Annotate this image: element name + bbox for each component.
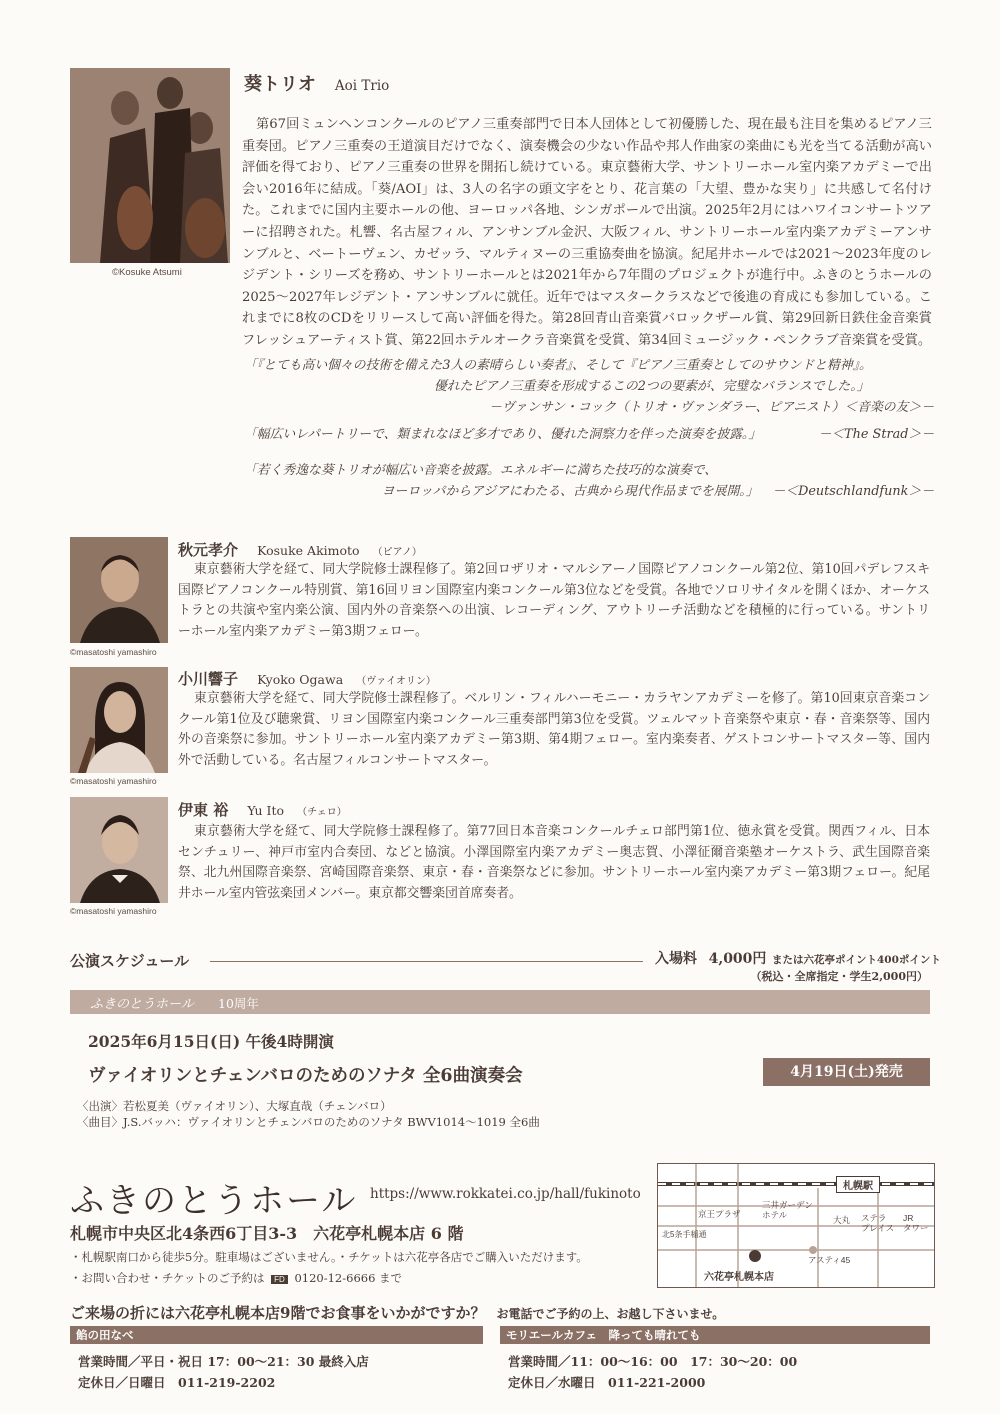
restaurant-2-name: モリエールカフェ 降っても晴れても bbox=[500, 1326, 930, 1344]
member-name-ogawa bbox=[178, 668, 436, 689]
freedial-icon: FD bbox=[271, 1275, 288, 1284]
price-note: （税込・全席指定・学生2,000円） bbox=[750, 970, 928, 983]
hall-address: 札幌市中央区北4条西6丁目3-3 六花亭札幌本店 6 階 bbox=[70, 1224, 464, 1243]
map-daimaru: 大丸 bbox=[833, 1215, 851, 1225]
member-bio-ito: 東京藝術大学を経て、同大学院修士課程修了。第77回日本音楽コンクールチェロ部門第1位、徳永賞を受賞。関西フィル、日本センチュリー、神戸市室内合奏団、などと協演。小澤国際室内楽アカデミー奥志賀、小澤征爾音楽塾オーケストラ、武生国際音楽祭、北九州国際音楽祭、宮崎国際音楽祭、東京・春・音楽祭などに参加。サントリーホール室内楽アカデミー第3期フェロー。紀尾井ホール室内管弦楽団メンバー。東京都交響楽団首席奏者。 bbox=[178, 824, 930, 901]
member-photo-ogawa bbox=[70, 667, 168, 773]
hall-logo: ふきのとうホール bbox=[70, 1181, 358, 1221]
banner-text: 10周年 bbox=[218, 996, 259, 1011]
map-keio: 京王プラザ bbox=[698, 1209, 741, 1219]
price-value: 4,000円 bbox=[708, 951, 767, 967]
member-role: （ピアノ） bbox=[372, 547, 422, 558]
access-map bbox=[657, 1163, 935, 1288]
dining-heading: ご来場の折には六花亭札幌本店9階でお食事をいかがですか？ bbox=[70, 1304, 486, 1322]
trio-photo bbox=[70, 68, 230, 263]
trio-title-en: Aoi Trio bbox=[334, 78, 390, 94]
map-store: 六花亭札幌本店 bbox=[704, 1272, 774, 1283]
concert-performers: 〈出演〉若松夏美（ヴァイオリン）、大塚直哉（チェンバロ） bbox=[77, 1099, 392, 1113]
quote-1-line2: 優れたピアノ三重奏を形成するこの2つの要素が、完璧なバランスでした。」 bbox=[434, 379, 870, 394]
member-name-ja: 小川響子 bbox=[178, 670, 239, 688]
member-credit-ito: ©masatoshi yamashiro bbox=[70, 906, 157, 916]
restaurant-1-hours: 営業時間／平日・祝日 17：00～21：30 最終入店 bbox=[78, 1354, 369, 1369]
member-name-ja: 伊東 裕 bbox=[178, 801, 229, 819]
trio-title bbox=[244, 70, 389, 96]
member-bio-akimoto: 東京藝術大学を経て、同大学院修士課程修了。第2回ロザリオ・マルシアーノ国際ピアノコンクール第2位、第10回パデレフスキ国際ピアノコンクール特別賞、第16回リヨン国際室内楽コンクール第3位などを受賞。各地でソロリサイタルを開くほか、オーケストラとの共演や室内楽公演、国内外の音楽祭への出演、レコーディング、アウトリーチ活動などを積極的に行っている。サントリーホール室内楽アカデミー第3期フェロー。 bbox=[178, 562, 930, 639]
quote-3-line1: 「若く秀逸な葵トリオが幅広い音楽を披露。エネルギーに満ちた技巧的な演奏で、 bbox=[244, 463, 718, 478]
member-role: （ヴァイオリン） bbox=[356, 676, 436, 687]
banner-logo: ふきのとうホール bbox=[90, 997, 194, 1012]
quote-1-source: －ヴァンサン・コック（トリオ・ヴァンダラー、ピアニスト）＜音楽の友＞－ bbox=[489, 400, 934, 415]
concert-date: 2025年6月15日(日) 午後4時開演 bbox=[88, 1032, 334, 1051]
quote-3-line2: ヨーロッパからアジアにわたる、古典から現代作品までを展開。」 bbox=[381, 484, 759, 499]
hall-note-contact bbox=[70, 1270, 402, 1286]
map-jr-tower: JR タワー bbox=[903, 1213, 929, 1233]
dining-heading-row bbox=[70, 1302, 724, 1323]
quote-3-source: －＜Deutschlandfunk＞－ bbox=[772, 484, 934, 499]
member-role: （チェロ） bbox=[297, 807, 347, 818]
member-bio-ogawa: 東京藝術大学を経て、同大学院修士課程修了。ベルリン・フィルハーモニー・カラヤンアカデミーを修了。第10回東京音楽コンクール第1位及び聴衆賞、リヨン国際室内楽コンクール三重奏部門第3位を受賞。ツェルマット音楽祭や東京・春・音楽祭等、国内外の音楽祭に参加。サントリーホール室内楽アカデミー第3期、第4期フェロー。室内楽奏者、ゲストコンサートマスター等、国内外で活動している。名古屋フィルコンサートマスター。 bbox=[178, 691, 930, 768]
quote-2 bbox=[244, 424, 934, 445]
member-photo-ito bbox=[70, 797, 168, 903]
member-name-en: Yu Ito bbox=[247, 803, 285, 818]
contact-prefix: ・お問い合わせ・チケットのご予約は bbox=[70, 1271, 265, 1285]
quote-1 bbox=[244, 355, 934, 418]
quote-2-source: －＜The Strad＞－ bbox=[818, 427, 934, 442]
quote-3-line2-row bbox=[244, 481, 934, 502]
trio-bio: 第67回ミュンヘンコンクールのピアノ三重奏部門で日本人団体として初優勝した、現在最も注目を集めるピアノ三重奏団。ピアノ三重奏の王道演目だけでなく、演奏機会の少ない作品や邦人作曲家の楽曲にも光を当てる活動が高い評価を得ており、ピアノ三重奏の世界を開拓し続けている。東京藝術大学、サントリーホール室内楽アカデミーで出会い2016年に結成。「葵/AOI」は、3人の名字の頭文字をとり、花言葉の「大望、豊かな実り」に共感して名付けた。これまでに国内主要ホールの他、ヨーロッパ各地、シンガポールで出演。2025年2月にはハワイコンサートツアーに招聘された。札響、名古屋フィル、アンサンブル金沢、大阪フィル、サントリーホール室内楽アカデミーアンサンブルと、ベートーヴェン、カゼッラ、マルティヌーの三重協奏曲を協演。紀尾井ホールでは2021～2023年度のレジデント・シリーズを務め、サントリーホールとは2021年から7年間のプロジェクトが進行中。ふきのとうホールの2025～2027年レジデント・アンサンブルに就任。近年ではマスタークラスなどで後進の育成にも参加している。これまでに8枚のCDをリリースして高い評価を得た。第28回青山音楽賞バロックザール賞、第29回新日鉄住金音楽賞フレッシュアーティスト賞、第22回ホテルオークラ音楽賞を受賞、第34回ミュージック・ペンクラブ音楽賞を受賞。 bbox=[242, 117, 932, 348]
sale-date-badge: 4月19日(土)発売 bbox=[763, 1058, 930, 1086]
map-stellar: ステラ プレイス bbox=[861, 1213, 895, 1233]
trio-title-ja: 葵トリオ bbox=[244, 74, 316, 95]
concert-program: 〈曲目〉J.S.バッハ：ヴァイオリンとチェンバロのためのソナタ BWV1014～1019 全6曲 bbox=[77, 1115, 540, 1129]
quote-3 bbox=[244, 460, 934, 502]
member-name-en: Kyoko Ogawa bbox=[257, 672, 344, 687]
anniversary-banner bbox=[70, 990, 930, 1014]
price bbox=[655, 948, 941, 968]
restaurant-1-name: 餡の田なべ bbox=[70, 1326, 483, 1344]
member-name-akimoto bbox=[178, 539, 422, 560]
schedule-heading-rule bbox=[210, 961, 643, 962]
map-station: 札幌駅 bbox=[836, 1176, 880, 1193]
member-photo-akimoto bbox=[70, 537, 168, 643]
restaurant-2-closed: 定休日／水曜日 011-221-2000 bbox=[508, 1375, 706, 1390]
contact-phone: 0120-12-6666 まで bbox=[294, 1271, 403, 1285]
concert-title: ヴァイオリンとチェンバロのためのソナタ 全6曲演奏会 bbox=[88, 1066, 523, 1086]
member-name-en: Kosuke Akimoto bbox=[257, 543, 360, 558]
member-name-ja: 秋元孝介 bbox=[178, 541, 239, 559]
hall-url[interactable]: https://www.rokkatei.co.jp/hall/fukinoto bbox=[370, 1186, 641, 1202]
price-label: 入場料 bbox=[655, 951, 697, 967]
quote-1-line1: 「『とても高い個々の技術を備えた3人の素晴らしい奏者』、そして『ピアノ三重奏としてのサウンドと精神』。 bbox=[244, 358, 872, 373]
price-points: または六花亭ポイント400ポイント bbox=[772, 954, 941, 966]
restaurant-1-closed: 定休日／日曜日 011-219-2202 bbox=[78, 1375, 276, 1390]
map-street: 北5条手稲通 bbox=[662, 1230, 707, 1239]
member-credit-ogawa: ©masatoshi yamashiro bbox=[70, 776, 157, 786]
member-credit-akimoto: ©masatoshi yamashiro bbox=[70, 647, 157, 657]
dining-subheading: お電話でご予約の上、お越し下さいませ。 bbox=[496, 1307, 725, 1321]
map-mitsui: 三井ガーデン ホテル bbox=[762, 1200, 813, 1220]
hall-note-access: ・札幌駅南口から徒歩5分。駐車場はございません。・チケットは六花亭各店でご購入いただけます。 bbox=[70, 1250, 588, 1264]
map-esta: アスティ45 bbox=[808, 1255, 851, 1265]
restaurant-2-hours: 営業時間／11：00～16：00 17：30～20：00 bbox=[508, 1354, 798, 1369]
schedule-heading: 公演スケジュール bbox=[70, 952, 190, 970]
quote-2-line1: 「幅広いレパートリーで、類まれなほど多才であり、優れた洞察力を伴った演奏を披露。」 bbox=[244, 427, 762, 442]
trio-photo-credit: ©Kosuke Atsumi bbox=[112, 267, 182, 278]
member-name-ito bbox=[178, 799, 347, 820]
